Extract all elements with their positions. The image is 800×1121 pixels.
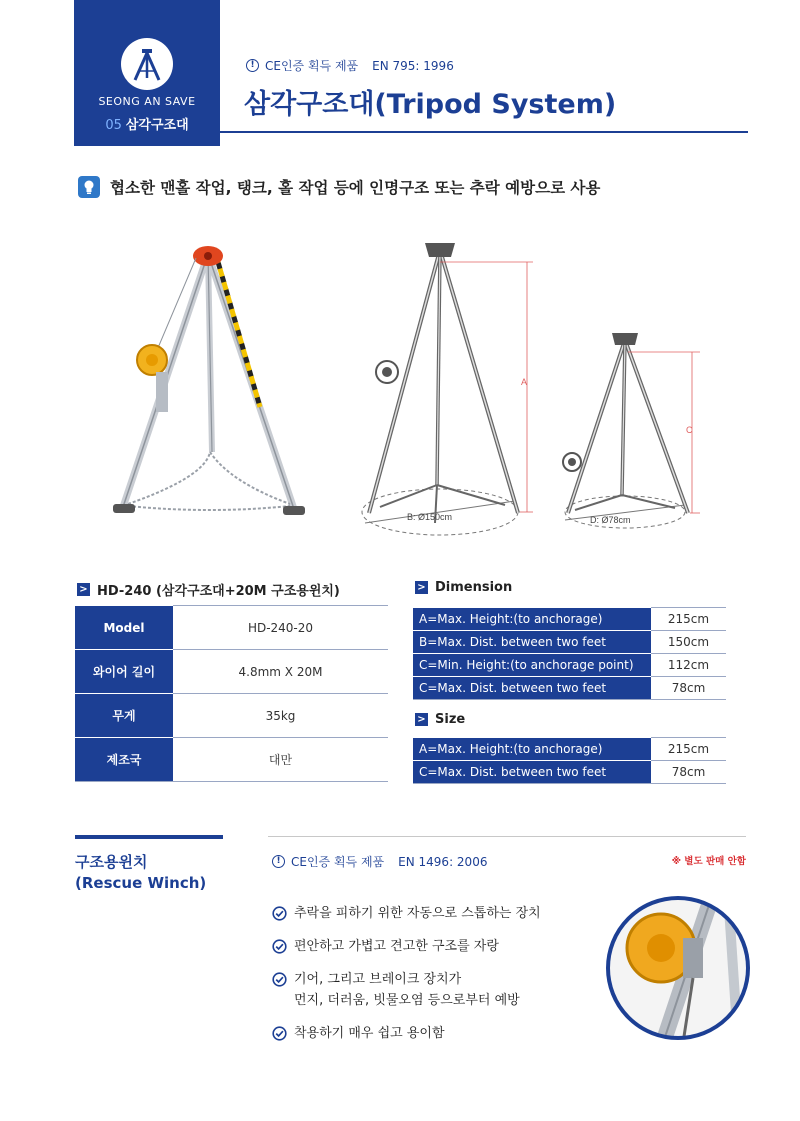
tripod-photo (100, 232, 320, 522)
list-item (272, 1023, 541, 1044)
summary-text: 협소한 맨홀 작업, 탱크, 홀 작업 등에 인명구조 또는 추락 예방으로 사용 (110, 179, 601, 197)
size-heading (415, 712, 465, 727)
table-row (75, 606, 388, 650)
feature-line: 착용하기 매우 쉽고 용이함 (294, 1026, 445, 1041)
list-item (272, 936, 541, 957)
title-divider (220, 131, 748, 133)
winch-title-ko: 구조용윈치 (75, 853, 148, 871)
table-row (413, 631, 726, 654)
dimension-table (413, 607, 726, 700)
lightbulb-icon (78, 176, 100, 198)
header-cert-label: CE인증 획득 제품 (265, 59, 359, 73)
size-value: 78cm (651, 761, 726, 784)
table-row (75, 650, 388, 694)
page-title: 삼각구조대(Tripod System) (244, 89, 617, 120)
label-b: B: Ø150cm (407, 512, 453, 522)
winch-feature-list (272, 903, 541, 1056)
dimension-heading-text: Dimension (435, 580, 513, 595)
brand-name: SEONG AN SAVE (98, 95, 196, 108)
size-key: C=Max. Dist. between two feet (413, 761, 651, 784)
dimension-key: C=Min. Height:(to anchorage point) (413, 654, 651, 677)
label-c: C (686, 425, 693, 435)
list-item (272, 903, 541, 924)
winch-title (75, 852, 206, 894)
spec-key: 무게 (75, 694, 173, 738)
brand-block (74, 0, 220, 146)
dimension-value: 78cm (651, 677, 726, 700)
tripod-logo-icon (121, 38, 173, 90)
check-circle-icon (272, 1026, 287, 1041)
spec-table (75, 605, 388, 782)
winch-section-bar (75, 835, 223, 839)
feature-line: 추락을 피하기 위한 자동으로 스톱하는 장치 (294, 906, 541, 921)
table-row (413, 761, 726, 784)
table-row (413, 654, 726, 677)
spec-value: 35kg (173, 694, 388, 738)
spec-value: HD-240-20 (173, 606, 388, 650)
usage-summary (78, 176, 600, 198)
chevron-right-icon: > (77, 583, 90, 596)
feature-line: 먼지, 더러움, 빗물오염 등으로부터 예방 (294, 993, 520, 1008)
table-row (75, 738, 388, 782)
check-circle-icon (272, 906, 287, 921)
winch-title-en: (Rescue Winch) (75, 874, 207, 892)
table-row (413, 738, 726, 761)
info-icon: ! (246, 59, 259, 72)
winch-cert-label: CE인증 획득 제품 (291, 855, 385, 869)
table-row (413, 677, 726, 700)
table-row (75, 694, 388, 738)
spec-value: 대만 (173, 738, 388, 782)
winch-cert (272, 853, 487, 870)
dimension-key: A=Max. Height:(to anchorage) (413, 608, 651, 631)
spec-heading-text: HD-240 (삼각구조대+20M 구조용윈치) (97, 584, 340, 599)
section-number: 05 (105, 118, 122, 133)
section-name: 삼각구조대 (125, 118, 189, 133)
feature-text (294, 903, 541, 924)
check-circle-icon (272, 972, 287, 987)
check-circle-icon (272, 939, 287, 954)
size-heading-text: Size (435, 712, 466, 727)
dimension-value: 150cm (651, 631, 726, 654)
tripod-dimension-diagram-ab (355, 235, 545, 540)
header-cert-standard: EN 795: 1996 (372, 58, 454, 73)
info-icon: ! (272, 855, 285, 868)
table-row (413, 608, 726, 631)
spec-key: 와이어 길이 (75, 650, 173, 694)
header-cert (246, 57, 454, 74)
size-table (413, 737, 726, 784)
size-key: A=Max. Height:(to anchorage) (413, 738, 651, 761)
list-item (272, 969, 541, 1011)
winch-cert-standard: EN 1496: 2006 (398, 854, 488, 869)
dimension-key: C=Max. Dist. between two feet (413, 677, 651, 700)
feature-text (294, 936, 499, 957)
spec-heading (77, 580, 340, 599)
chevron-right-icon: > (415, 713, 428, 726)
chevron-right-icon: > (415, 581, 428, 594)
winch-section-divider (268, 836, 746, 837)
dimension-value: 112cm (651, 654, 726, 677)
feature-text (294, 1023, 445, 1044)
dimension-heading (415, 580, 512, 595)
dimension-value: 215cm (651, 608, 726, 631)
not-sold-separately-note: ※ 별도 판매 안함 (671, 856, 746, 867)
dimension-key: B=Max. Dist. between two feet (413, 631, 651, 654)
label-d: D: Ø78cm (590, 515, 631, 525)
brand-section (74, 114, 220, 133)
feature-line: 기어, 그리고 브레이크 장치가 (294, 972, 462, 987)
label-a: A (521, 377, 528, 387)
spec-value: 4.8mm X 20M (173, 650, 388, 694)
feature-line: 편안하고 가볍고 견고한 구조를 자랑 (294, 939, 499, 954)
spec-key: 제조국 (75, 738, 173, 782)
spec-key: Model (75, 606, 173, 650)
tripod-dimension-diagram-cd (550, 325, 710, 540)
rescue-winch-photo (603, 893, 753, 1043)
feature-text (294, 969, 520, 1011)
size-value: 215cm (651, 738, 726, 761)
